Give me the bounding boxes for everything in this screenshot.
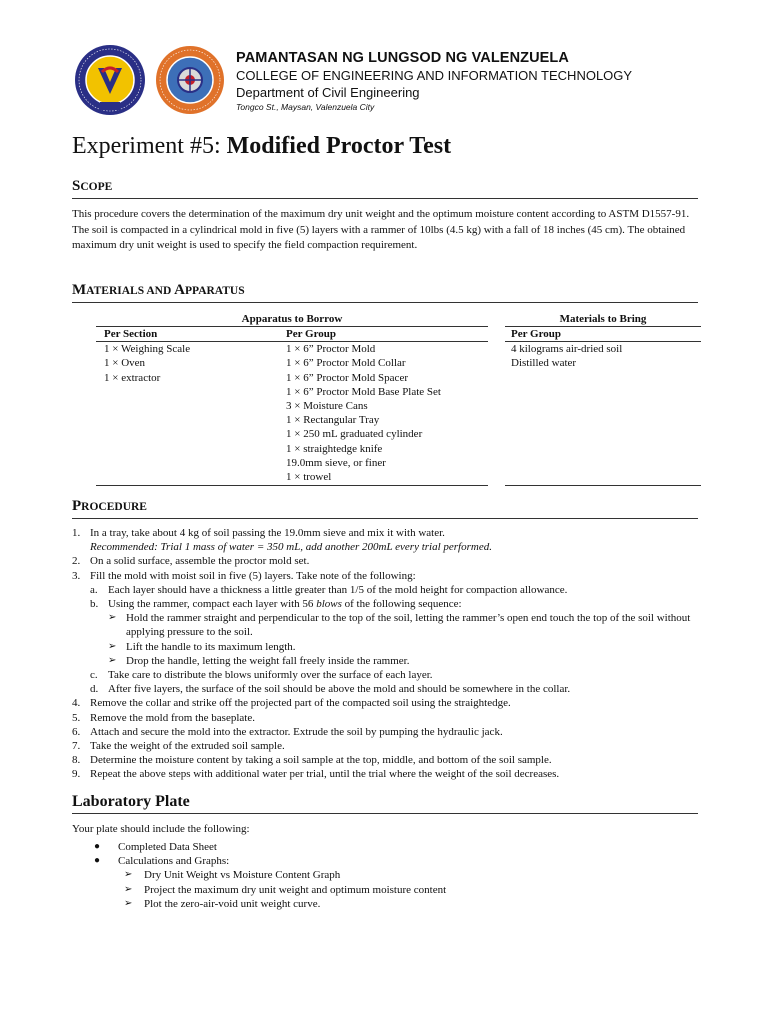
step-text: Take care to distribute the blows uniformly over the surface of each layer. bbox=[108, 669, 433, 682]
list-item: 1 × 6” Proctor Mold bbox=[286, 343, 376, 356]
letterhead bbox=[72, 44, 712, 116]
bring-table-body bbox=[505, 342, 701, 486]
list-item bbox=[72, 868, 672, 882]
apparatus-table-header bbox=[96, 327, 488, 342]
materials-heading-rest1: ATERIALS AND bbox=[86, 285, 175, 297]
col-per-group: Per Group bbox=[286, 328, 337, 341]
list-item bbox=[72, 640, 722, 654]
list-item: Distilled water bbox=[511, 357, 577, 370]
bring-list bbox=[511, 342, 622, 370]
list-item: 6. Attach and secure the mold into the extractor. Extrude the soil by pumping the hydraulic jack. bbox=[72, 725, 503, 738]
bullet-icon: ● bbox=[94, 841, 101, 852]
list-item: 1 × straightedge knife bbox=[286, 442, 383, 455]
bullet-icon: ● bbox=[94, 855, 101, 867]
title-name: Modified Proctor Test bbox=[226, 133, 452, 159]
step-text: Attach and secure the mold into the extractor. Extrude the soil by pumping the hydraulic jack. bbox=[90, 725, 503, 738]
list-item: 2. On a solid surface, assemble the proctor mold set. bbox=[72, 555, 310, 568]
plate-list bbox=[72, 840, 672, 911]
address: Tongco St., Maysan, Valenzuela City bbox=[236, 102, 375, 112]
list-item: 3. Fill the mold with moist soil in five (5) layers. Take note of the following: bbox=[72, 569, 416, 582]
list-item: 1. In a tray, take about 4 kg of soil passing the 19.0mm sieve and mix it with water. bbox=[72, 527, 445, 539]
step-text: Using the rammer, compact each layer with 56 bbox=[108, 598, 317, 611]
step-text: Determine the moisture content by taking a soil sample at the top, middle, and bottom of the soil sample. bbox=[90, 754, 552, 767]
step-text: Remove the mold from the baseplate. bbox=[90, 711, 255, 724]
list-item: 5. Remove the mold from the baseplate. bbox=[72, 711, 255, 724]
list-item: 4 kilograms air-dried soil bbox=[511, 343, 623, 356]
list-item bbox=[72, 883, 672, 897]
plate-heading: Laboratory Plate bbox=[72, 792, 698, 814]
step-text: On a solid surface, assemble the proctor mold set. bbox=[90, 555, 310, 568]
arrow-bullet-icon: ➢ bbox=[124, 883, 133, 895]
item-text: Project the maximum dry unit weight and optimum moisture content bbox=[144, 883, 447, 896]
list-item: 8. Determine the moisture content by taking a soil sample at the top, middle, and bottom of the soil sample. bbox=[72, 754, 552, 767]
arrow-bullet-icon: ➢ bbox=[108, 612, 117, 624]
university-seal-icon bbox=[72, 44, 156, 116]
procedure-heading-rest: ROCEDURE bbox=[81, 501, 147, 513]
col-bring-per-group: Per Group bbox=[511, 328, 562, 341]
list-item: 1 × 6” Proctor Mold Spacer bbox=[286, 371, 408, 384]
list-item: d. After five layers, the surface of the soil should be above the mold and should be somewhere in the collar. bbox=[90, 683, 571, 696]
list-item: 1 × trowel bbox=[286, 471, 332, 484]
plate-intro: Your plate should include the following: bbox=[72, 823, 250, 835]
step-text: After five layers, the surface of the soil should be above the mold and should be somewhere in the collar. bbox=[108, 683, 571, 696]
item-text: Dry Unit Weight vs Moisture Content Graph bbox=[144, 869, 341, 882]
step-text: Lift the handle to its maximum length. bbox=[126, 640, 296, 653]
list-item: 4. Remove the collar and strike off the projected part of the compacted soil using the straightedge. bbox=[72, 697, 511, 710]
apparatus-table bbox=[96, 312, 488, 486]
list-item: 19.0mm sieve, or finer bbox=[286, 456, 386, 469]
step-text: Remove the collar and strike off the projected part of the compacted soil using the straightedge. bbox=[90, 697, 511, 710]
list-item: b. Using the rammer, compact each layer with 56 blows of the following sequence: bbox=[90, 598, 462, 611]
list-item bbox=[72, 540, 722, 554]
step-text: Hold the rammer straight and perpendicular to the top of the soil, letting the rammer’s open end touch the top of the soil without applying pressure to the soil. bbox=[126, 612, 691, 639]
step-text: Drop the handle, letting the weight fall freely inside the rammer. bbox=[126, 654, 410, 667]
page-title bbox=[72, 130, 451, 162]
step-note: Recommended: Trial 1 mass of water = 350 mL, add another 200mL every trial performed. bbox=[90, 541, 492, 554]
procedure-heading bbox=[72, 496, 698, 519]
arrow-bullet-icon: ➢ bbox=[124, 897, 133, 909]
item-text: Completed Data Sheet bbox=[118, 841, 217, 853]
per-group-list bbox=[286, 342, 441, 484]
col-per-section: Per Section bbox=[104, 328, 158, 341]
bring-table-header bbox=[505, 327, 701, 342]
list-item: 1 × Oven bbox=[104, 357, 146, 370]
item-text: Plot the zero-air-void unit weight curve. bbox=[144, 897, 321, 910]
list-item bbox=[72, 840, 672, 854]
scope-heading-cap: S bbox=[72, 178, 81, 194]
step-text: Repeat the above steps with additional water per trial, until the trial where the weight of the soil decreases. bbox=[90, 768, 560, 781]
list-item: 9. Repeat the above steps with additional water per trial, until the trial where the weight of the soil decreases. bbox=[72, 768, 560, 781]
list-item bbox=[72, 611, 722, 639]
university-name: PAMANTASAN NG LUNGSOD NG VALENZUELA bbox=[236, 50, 569, 66]
materials-heading-cap2: A bbox=[174, 282, 185, 298]
arrow-bullet-icon: ➢ bbox=[108, 654, 117, 666]
scope-text: This procedure covers the determination of the maximum dry unit weight and the optimum moisture content according to ASTM D1557-91. The soil is compacted in a cylindrical mold in five (5) layers with a rammer of 10lbs (4.5 kg) with a fall of 18 inches (45 cm). The obtained maximum dry unit weight is used to specify the field compaction requirement. bbox=[72, 208, 690, 251]
step-text: of the following sequence: bbox=[341, 598, 462, 611]
arrow-bullet-icon: ➢ bbox=[108, 640, 117, 652]
procedure-heading-cap: P bbox=[72, 498, 82, 514]
bring-table bbox=[505, 312, 701, 486]
per-section-list bbox=[104, 342, 190, 385]
step-text: Take the weight of the extruded soil sample. bbox=[90, 740, 285, 753]
step-emphasis: blows bbox=[316, 598, 342, 611]
item-text: Calculations and Graphs: bbox=[118, 855, 230, 868]
list-item: 1 × extractor bbox=[104, 371, 161, 384]
materials-heading-rest2: PPARATUS bbox=[185, 285, 245, 297]
list-item: a. Each layer should have a thickness a little greater than 1/5 of the mold height for compaction allowance. bbox=[90, 583, 568, 596]
title-prefix: Experiment #5: bbox=[72, 133, 227, 159]
list-item bbox=[72, 854, 672, 868]
list-item: 1 × 250 mL graduated cylinder bbox=[286, 428, 423, 441]
materials-heading bbox=[72, 280, 698, 303]
list-item: 1 × 6” Proctor Mold Collar bbox=[286, 357, 406, 370]
college-seal-icon bbox=[148, 44, 232, 116]
scope-heading bbox=[72, 176, 698, 199]
borrow-caption: Apparatus to Borrow bbox=[96, 312, 488, 327]
bring-caption: Materials to Bring bbox=[505, 312, 701, 327]
list-item: 1 × Rectangular Tray bbox=[286, 414, 380, 427]
procedure-list bbox=[72, 526, 722, 782]
list-item: 7. Take the weight of the extruded soil sample. bbox=[72, 740, 285, 753]
step-text: In a tray, take about 4 kg of soil passing the 19.0mm sieve and mix it with water. bbox=[90, 527, 445, 539]
list-item: c. Take care to distribute the blows uniformly over the surface of each layer. bbox=[90, 669, 433, 682]
list-item: 3 × Moisture Cans bbox=[286, 400, 368, 413]
college-name: COLLEGE OF ENGINEERING AND INFORMATION TECHNOLOGY bbox=[236, 68, 633, 83]
materials-heading-cap1: M bbox=[72, 282, 87, 298]
list-item bbox=[72, 897, 672, 911]
apparatus-table-body bbox=[96, 342, 488, 486]
list-item: 1 × 6” Proctor Mold Base Plate Set bbox=[286, 385, 441, 398]
step-text: Each layer should have a thickness a little greater than 1/5 of the mold height for compaction allowance. bbox=[108, 583, 568, 596]
list-item: 1 × Weighing Scale bbox=[104, 343, 191, 356]
list-item bbox=[72, 654, 722, 668]
scope-heading-rest: COPE bbox=[80, 181, 113, 193]
department-name: Department of Civil Engineering bbox=[236, 85, 420, 100]
arrow-bullet-icon: ➢ bbox=[124, 869, 133, 881]
step-text: Fill the mold with moist soil in five (5) layers. Take note of the following: bbox=[90, 569, 416, 582]
